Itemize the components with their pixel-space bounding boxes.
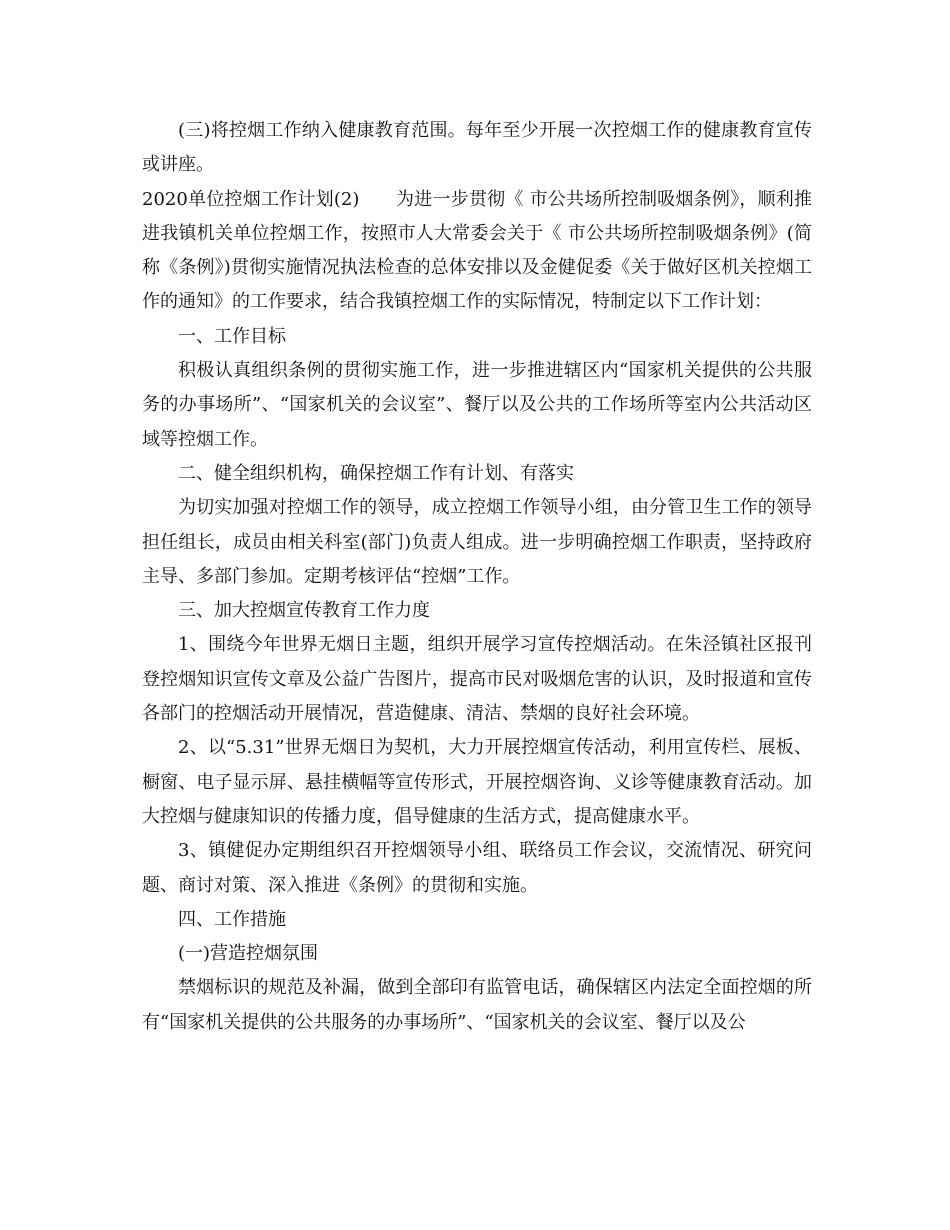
paragraph: 2、以“5.31”世界无烟日为契机，大力开展控烟宣传活动，利用宣传栏、展板、橱窗、电子显示屏、悬挂横幅等宣传形式，开展控烟咨询、义诊等健康教育活动。加大控烟与健康知识的传播力度，倡导健康的生活方式，提高健康水平。 (142, 737, 812, 827)
paragraph: 3、镇健促办定期组织召开控烟领导小组、联络员工作会议，交流情况、研究问题、商讨对策、深入推进《条例》的贯彻和实施。 (142, 840, 812, 896)
subsection-heading: (一)营造控烟氛围 (178, 943, 319, 965)
section-heading: 四、工作措施 (178, 908, 286, 930)
section-heading: 三、加大控烟宣传教育工作力度 (178, 600, 430, 622)
paragraph: 2020单位控烟工作计划(2) 为进一步贯彻《 市公共场所控制吸烟条例》，顺利推进我镇机关单位控烟工作，按照市人大常委会关于《 市公共场所控制吸烟条例》(简称《条例》)贯彻实施情况执法检查的总体安排以及金健促委《关于做好区机关控烟工作的通知》的工作要求，结合我镇控烟工作的实际情况，特制定以下工作计划： (142, 188, 812, 313)
document-body (142, 114, 812, 1040)
paragraph: 1、围绕今年世界无烟日主题，组织开展学习宣传控烟活动。在朱泾镇社区报刊登控烟知识宣传文章及公益广告图片，提高市民对吸烟危害的认识，及时报道和宣传各部门的控烟活动开展情况，营造健康、清洁、禁烟的良好社会环境。 (142, 634, 812, 725)
paragraph: 为切实加强对控烟工作的领导，成立控烟工作领导小组，由分管卫生工作的领导担任组长，成员由相关科室(部门)负责人组成。进一步明确控烟工作职责，坚持政府主导、多部门参加。定期考核评估“控烟”工作。 (142, 497, 812, 587)
section-heading: 一、工作目标 (178, 325, 286, 347)
paragraph: (三)将控烟工作纳入健康教育范围。每年至少开展一次控烟工作的健康教育宣传或讲座。 (142, 120, 812, 176)
paragraph: 禁烟标识的规范及补漏，做到全部印有监管电话，确保辖区内法定全面控烟的所有“国家机关提供的公共服务的办事场所”、“国家机关的会议室、餐厅以及公 (142, 977, 812, 1033)
section-heading: 二、健全组织机构，确保控烟工作有计划、有落实 (178, 462, 574, 484)
paragraph: 积极认真组织条例的贯彻实施工作，进一步推进辖区内“国家机关提供的公共服务的办事场所”、“国家机关的会议室”、餐厅以及公共的工作场所等室内公共活动区域等控烟工作。 (142, 360, 812, 450)
